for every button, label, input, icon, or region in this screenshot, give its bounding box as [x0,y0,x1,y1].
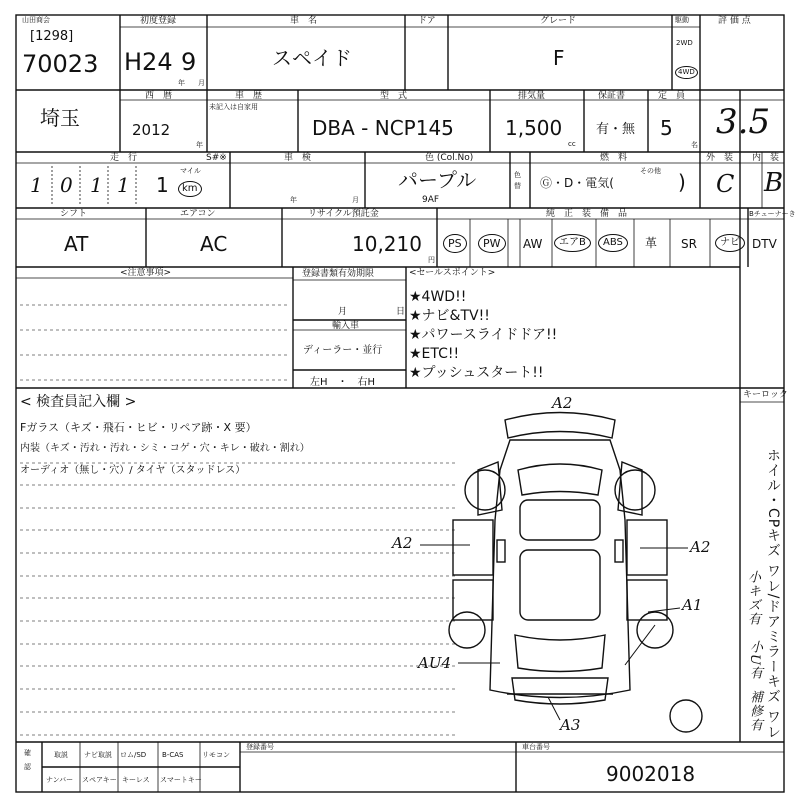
inspection-year-unit: 年 [290,196,297,204]
equip-navi: ナビ [715,234,745,252]
car-name-value: スペイド [272,46,352,70]
chassis-number: 9002018 [606,762,696,786]
grade-value: F [553,46,565,70]
org-label: 山田商会 [22,16,50,24]
registration-year-unit: 年 [178,79,185,87]
mileage-digit-3: 1 [90,173,103,197]
history-label: 車 歴 [235,91,263,101]
displacement-label: 排気量 [518,91,546,101]
footer-remote: リモコン [202,751,230,759]
footer-rom-sd: ロム/SD [120,751,147,759]
inspector-line-interior: 内装（キズ・汚れ・汚れ・シミ・コゲ・穴・キレ・破れ・割れ） [20,443,310,454]
displacement-value: 1,500 [505,116,563,140]
sale-point-3: ★パワースライドドア!! [409,327,558,343]
mileage-digit-1: 1 [30,173,43,197]
drive-2wd: 2WD [676,39,693,47]
equipment-label: 純 正 装 備 品 [546,209,628,219]
sale-point-5: ★プッシュスタート!! [409,365,544,381]
equip-leather: 革 [645,236,658,250]
notes-label: <注意事項> [120,268,172,278]
capacity-unit: 名 [691,141,698,149]
exterior-label: 外 装 [706,153,734,163]
docs-label: 登録書類有効期限 [302,269,375,279]
exterior-value: C [716,170,735,198]
grade-label: グレード [540,16,577,26]
sale-point-4: ★ETC!! [409,346,460,362]
inspector-line-glass: Fガラス（キズ・飛石・ヒビ・リペア跡・X 要） [20,421,257,434]
shift-value: AT [64,232,89,256]
inspector-title: < 検査員記入欄 > [20,394,137,410]
equip-sr: SR [681,237,697,251]
drive-label: 駆動 [675,16,689,24]
warranty-value: 有・無 [596,122,636,137]
color-value: パープル [398,168,477,192]
footer-spare-key: スペアキー [82,776,117,784]
fuel-close-paren: ) [678,170,686,194]
sale-point-1: ★4WD!! [409,289,467,305]
fuel-other: その他 [640,167,661,175]
registration-month: 9 [181,48,197,76]
registration-month-unit: 月 [198,79,205,87]
mark-bottom: A3 [560,716,581,734]
mark-left: A2 [392,534,413,552]
docs-handle: 左H ・ 右H [310,377,376,388]
displacement-unit: cc [568,140,576,148]
equip-aw: AW [523,237,543,251]
recycle-unit: 円 [428,256,435,264]
registration-label: 初度登録 [140,16,177,26]
score-value: 3.5 [716,102,771,142]
footer-smart-key: スマートキー [160,776,202,784]
sale-points-label: <セールスポイント> [409,268,496,278]
footer-bcas: B-CAS [162,751,184,759]
serial-label: S#※ [206,153,227,163]
docs-month: 月 [338,307,348,317]
lot-code: [1298] [30,29,74,44]
equip-pw: PW [478,234,506,253]
key-lock-label: キーロック [743,390,788,400]
interior-label: 内 装 [752,153,780,163]
recycle-label: リサイクル預託金 [308,209,379,219]
equip-airbag: エアB [554,234,591,252]
interior-value: B [764,168,784,198]
footer-manual: 取説 [54,751,68,759]
year-unit: 年 [196,141,203,149]
warranty-label: 保証書 [598,91,626,101]
footer-keyless: キーレス [122,776,150,784]
aircon-label: エアコン [180,209,216,219]
lot-number: 70023 [22,50,99,78]
equip-abs: ABS [598,234,628,252]
docs-dealer: ディーラー・並行 [303,345,383,356]
door-label: ドア [418,16,436,26]
footer-confirm: 確認 [24,749,31,771]
model-label: 型 式 [380,91,408,101]
docs-day: 日 [396,307,406,317]
year-value: 2012 [132,121,171,139]
mileage-unit: km [178,181,202,197]
equip-ps: PS [443,234,467,253]
reg-number-label: 登録番号 [246,743,274,751]
color-change: 色替 [514,171,521,190]
region-value: 埼玉 [40,106,80,130]
year-label: 西 暦 [145,91,173,101]
inspection-label: 車 検 [284,153,312,163]
mileage-thousand: 1 [156,173,169,197]
footer-navi-manual: ナビ取説 [84,751,112,759]
mark-top: A2 [552,394,573,412]
mileage-digit-4: 1 [117,173,130,197]
mileage-digit-2: 0 [60,173,73,197]
score-label: 評 価 点 [718,16,751,26]
color-label: 色 (Col.No) [425,153,474,163]
inspector-line-audio: オーディオ（無し・穴）/ タイヤ（スタッドレス） [20,465,246,476]
drive-4wd: 4WD [675,66,698,79]
registration-era: H24 [124,48,173,76]
fuel-label: 燃 料 [600,153,628,163]
capacity-value: 5 [660,116,673,140]
mark-right-rear: A1 [682,596,703,614]
color-code: 9AF [422,195,440,205]
inspection-month-unit: 月 [352,196,359,204]
car-name-label: 車 名 [290,16,318,26]
footer-number: ナンバー [46,776,74,784]
side-note-sub1: 小キズ有 [745,570,760,626]
shift-label: シフト [60,209,88,219]
equip-dtv: DTV [752,237,777,251]
fuel-value: Ⓖ・D・電気( [540,176,614,190]
capacity-label: 定 員 [658,91,686,101]
equipment-tuner: Bチューナーき [749,210,796,218]
docs-import: 輸入車 [332,321,360,331]
side-note-sub2: 小U有 [747,640,762,680]
mark-left-rear: AU4 [418,654,452,672]
mileage-unit-top: マイル [180,167,201,175]
model-value: DBA - NCP145 [312,116,454,140]
recycle-value: 10,210 [352,232,422,256]
sale-point-2: ★ナビ&TV!! [409,308,490,324]
chassis-label: 車台番号 [522,743,550,751]
mileage-label: 走 行 [110,153,138,163]
side-note: ホイル・CPキズ ワレ/ドアミラーキズ ワレ [765,448,781,740]
side-note-sub3: 補修有 [747,690,762,732]
aircon-value: AC [200,232,228,256]
history-note: 未記入は自家用 [209,103,258,111]
mark-right: A2 [690,538,711,556]
